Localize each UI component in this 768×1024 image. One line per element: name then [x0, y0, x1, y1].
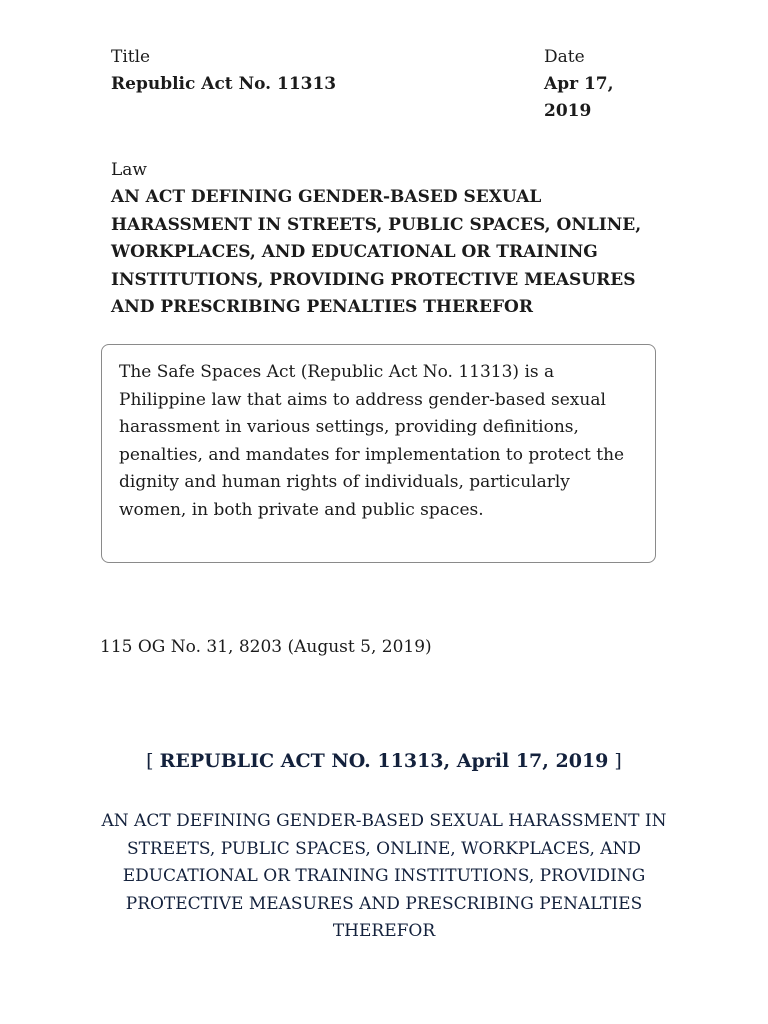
- date-value-line1: Apr 17,: [544, 74, 614, 94]
- summary-box: [101, 344, 656, 563]
- act-heading-bracket-open: [: [146, 750, 160, 772]
- law-label: Law: [111, 160, 147, 180]
- act-heading: [0, 746, 768, 776]
- date-column: [544, 44, 656, 125]
- law-block: [111, 157, 656, 322]
- title-label: Title: [111, 47, 151, 67]
- title-column: [111, 44, 511, 98]
- act-heading-bracket-close: ]: [608, 750, 622, 772]
- law-title: AN ACT DEFINING GENDER-BASED SEXUAL HARASSMENT IN STREETS, PUBLIC SPACES, ONLINE, WORKPLACES, AND EDUCATIONAL OR TRAINING INSTITUTIONS, PROVIDING PROTECTIVE MEASURES AND PRESCRIBING PENALTIES THEREFOR: [111, 187, 642, 317]
- act-subtitle: AN ACT DEFINING GENDER-BASED SEXUAL HARASSMENT IN STREETS, PUBLIC SPACES, ONLINE, WORKPLACES, AND EDUCATIONAL OR TRAINING INSTITUTIONS, PROVIDING PROTECTIVE MEASURES AND PRESCRIBING PENALTIES THEREFOR: [101, 811, 667, 941]
- citation: 115 OG No. 31, 8203 (August 5, 2019): [100, 637, 432, 657]
- date-value-line2: 2019: [544, 101, 592, 121]
- title-value: Republic Act No. 11313: [111, 74, 337, 94]
- summary-text: The Safe Spaces Act (Republic Act No. 11313) is a Philippine law that aims to address gender-based sexual harassment in various settings, providing definitions, penalties, and mandates for implementation to protect the dignity and human rights of individuals, particularly women, in both private and public spaces.: [119, 362, 625, 520]
- date-label: Date: [544, 47, 585, 67]
- act-heading-text: REPUBLIC ACT NO. 11313, April 17, 2019: [159, 750, 609, 772]
